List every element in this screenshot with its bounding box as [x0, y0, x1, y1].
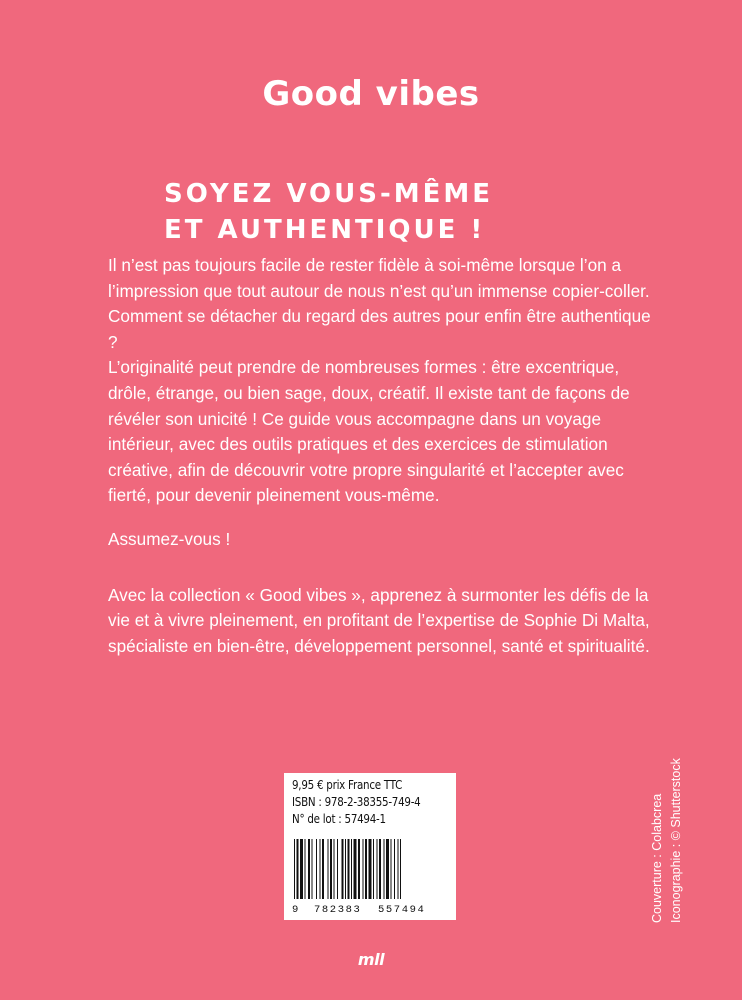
- back-cover-blurb: [108, 253, 653, 659]
- paragraph-originality: L’originalité peut prendre de nombreuses formes : être excentrique, drôle, étrange, ou bien sage, doux, créatif. Il existe tant de façons de révéler son unicité ! Ce guide vous accompagne dans un voyage intérieur, avec des outils pratiques et des exercices de stimulation créative, afin de découvrir votre propre singularité et l’accepter avec fierté, pour devenir pleinement vous-même.: [108, 357, 630, 506]
- credit-cover: Couverture : Colabcrea: [650, 793, 664, 923]
- headline: [164, 176, 493, 248]
- paragraph-intro: Il n’est pas toujours facile de rester fidèle à soi-même lorsque l’on a l’impression que tout autour de nous n’est qu’un immense copier-coller. Comment se détacher du regard des autres pour enfin être authentique ?: [108, 255, 651, 352]
- lot-number: N° de lot : 57494-1: [292, 812, 386, 826]
- barcode-digits-right: 557494: [378, 904, 426, 916]
- price-text: 9,95 € prix France TTC: [292, 778, 403, 792]
- photo-credits: [648, 727, 686, 923]
- paragraph-collection: Avec la collection « Good vibes », apprenez à surmonter les défis de la vie et à vivre pleinement, en profitant de l’expertise de Sophie Di Malta, spécialiste en bien-être, développement personnel, santé et spiritualité.: [108, 584, 650, 656]
- barcode-digits-left: 782383: [314, 904, 362, 916]
- publisher-logo: mll: [357, 950, 385, 969]
- headline-line-2: ET AUTHENTIQUE !: [164, 215, 486, 245]
- paragraph-assumez: Assumez-vous !: [108, 528, 231, 549]
- headline-line-1: SOYEZ VOUS-MÊME: [164, 179, 494, 209]
- credit-iconography: Iconographie : © Shutterstock: [669, 758, 683, 923]
- series-title: Good vibes: [262, 74, 480, 114]
- isbn-text: ISBN : 978-2-38355-749-4: [292, 795, 421, 809]
- barcode-digit-first: 9: [292, 904, 299, 916]
- barcode-panel: [284, 773, 456, 920]
- barcode: [294, 839, 446, 903]
